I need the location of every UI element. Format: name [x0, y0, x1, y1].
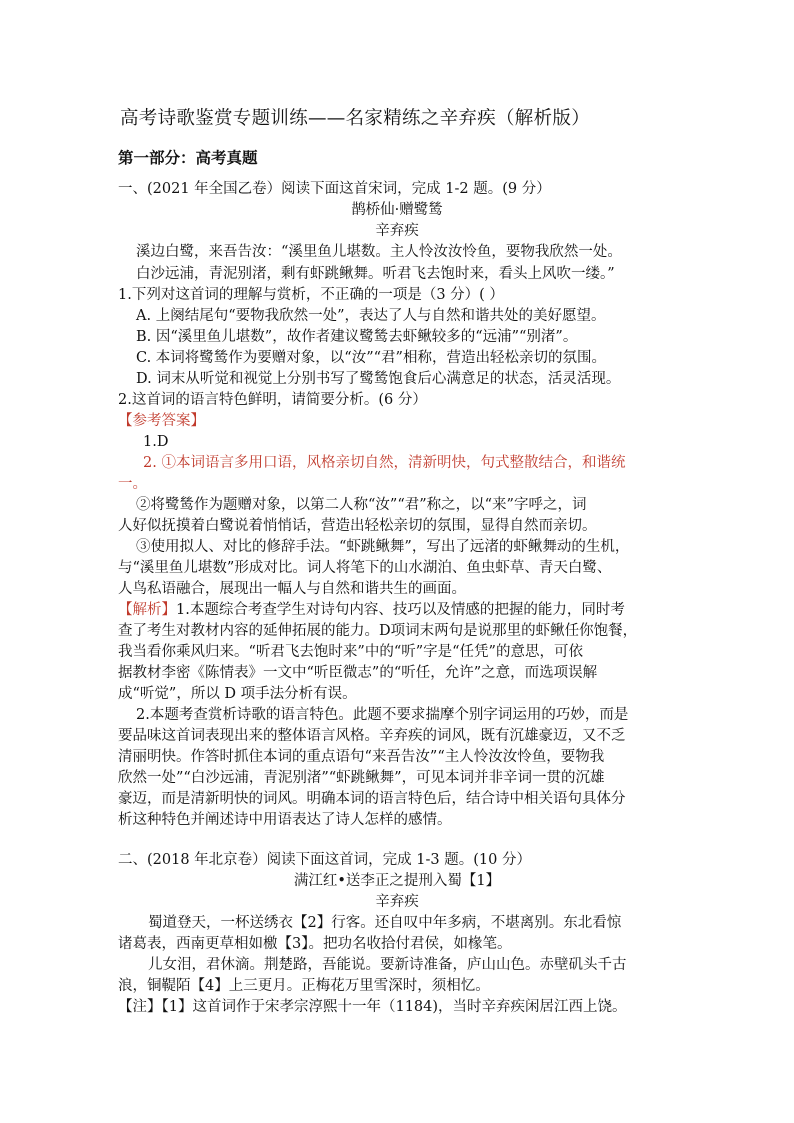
option-d: D. 词末从听觉和视觉上分别书写了鹭鸶饱食后心满意足的状态，活灵活现。 — [136, 371, 621, 387]
analysis-line: 查了考生对教材内容的延伸拓展的能力。D项词末两句是说那里的虾鳅任你饱餐， — [118, 623, 638, 639]
question-intro: 二、(2018 年北京卷）阅读下面这首词，完成 1-3 题。(10 分） — [118, 852, 531, 868]
question-intro: 一、(2021 年全国乙卷）阅读下面这首宋词，完成 1-2 题。(9 分） — [118, 181, 551, 197]
analysis-line: 成“听觉”，所以 D 项手法分析有误。 — [118, 686, 357, 702]
poem-title: 鹊桥仙·赠鹭鸶 — [351, 202, 443, 218]
answer-line: 与“溪里鱼儿堪数”形成对比。词人将笔下的山水湖泊、鱼虫虾草、青天白鹭、 — [118, 560, 612, 576]
footnote: 【注】【1】这首词作于宋孝宗淳熙十一年（1184)，当时辛弃疾闲居江西上饶。 — [118, 999, 627, 1015]
document-title: 高考诗歌鉴赏专题训练——名家精练之辛弃疾（解析版） — [120, 108, 591, 129]
poem-line: 白沙远浦，青泥别渚，剩有虾跳鳅舞。听君飞去饱时来，看头上风吹一缕。” — [136, 266, 615, 282]
option-c: C. 本词将鹭鸶作为要赠对象，以“汝”“君”相称，营造出轻松亲切的氛围。 — [136, 350, 606, 366]
analysis-line: 要品味这首词表现出来的整体语言风格。辛弃疾的词风，既有沉雄豪迈，又不乏 — [118, 728, 626, 744]
poem-title: 满江红•送李正之提刑入蜀【1】 — [293, 873, 501, 889]
analysis-tag: 【解析】 — [118, 602, 176, 618]
option-a: A. 上阕结尾句“要物我欣然一处”，表达了人与自然和谐共处的美好愿望。 — [136, 308, 606, 324]
analysis-line: 豪迈，而是清新明快的词风。明确本词的语言特色后，结合诗中相关语句具体分 — [118, 791, 626, 807]
analysis-line — [118, 600, 625, 620]
poem-line: 儿女泪，君休滴。荆楚路，吾能说。要新诗准备，庐山山色。赤壁矶头千古 — [148, 957, 627, 973]
analysis-line: 据教材李密《陈情表》一文中“听臣微志”的“听任，允许”之意，而选项误解 — [118, 665, 598, 681]
poem-line: 诸葛表，西南更草相如檄【3】。把功名收拾付君侯，如椽笔。 — [118, 936, 512, 952]
poem-author: 辛弃疾 — [375, 223, 419, 239]
answer-line: ③使用拟人、对比的修辞手法。“虾跳鳅舞”，写出了远渚的虾鳅舞动的生机， — [136, 539, 630, 555]
answer-line: 人鸟私语融合，展现出一幅人与自然和谐共生的画面。 — [118, 581, 466, 597]
analysis-line: 2.本题考查赏析诗歌的语言特色。此题不要求揣摩个别字词运用的巧妙，而是 — [136, 707, 629, 723]
section-heading: 第一部分：高考真题 — [118, 148, 258, 167]
answer-line: 一。 — [118, 476, 147, 492]
option-b: B. 因“溪里鱼儿堪数”，故作者建议鹭鸶去虾鳅较多的“远浦”“别渚”。 — [136, 329, 578, 345]
answer-line: ②将鹭鸶作为题赠对象，以第二人称“汝”“君”称之，以“来”字呼之，词 — [136, 497, 587, 513]
poem-line: 浪，铜鞮陌【4】上三更月。正梅花万里雪深时，须相忆。 — [118, 978, 490, 994]
poem-line: 蜀道登天，一杯送绣衣【2】行客。还自叹中年多病，不堪离别。东北看惊 — [148, 915, 622, 931]
question-stem: 1.下列对这首词的理解与赏析，不正确的一项是（3 分）( ） — [118, 287, 504, 303]
analysis-line: 我当看你乘风归来。“听君飞去饱时来”中的“听”字是“任凭”的意思，可依 — [118, 644, 583, 660]
answer-line: 人好似抚摸着白鹭说着悄悄话，营造出轻松亲切的氛围，显得自然而亲切。 — [118, 518, 597, 534]
analysis-line: 清丽明快。作答时抓住本词的重点语句“来吾告汝”“主人怜汝汝怜鱼，要物我 — [118, 749, 605, 765]
analysis-line: 析这种特色并阐述诗中用语表达了诗人怎样的感情。 — [118, 812, 452, 828]
analysis-text: 1.本题综合考查学生对诗句内容、技巧以及情感的把握的能力，同时考 — [176, 602, 625, 618]
answer-tag: 【参考答案】 — [118, 413, 205, 429]
answer-line: 2. ①本词语言多用口语，风格亲切自然，清新明快，句式整散结合，和谐统 — [143, 455, 626, 471]
analysis-line: 欣然一处”“白沙远浦，青泥别渚”“虾跳鳅舞”，可见本词并非辛词一贯的沉雄 — [118, 770, 605, 786]
poem-line: 溪边白鹭，来吾告汝：“溪里鱼儿堪数。主人怜汝汝怜鱼，要物我欣然一处。 — [136, 244, 622, 260]
answer-line: 1.D — [143, 434, 169, 450]
question-stem: 2.这首词的语言特色鲜明，请简要分析。(6 分） — [118, 392, 427, 408]
poem-author: 辛弃疾 — [375, 894, 419, 910]
